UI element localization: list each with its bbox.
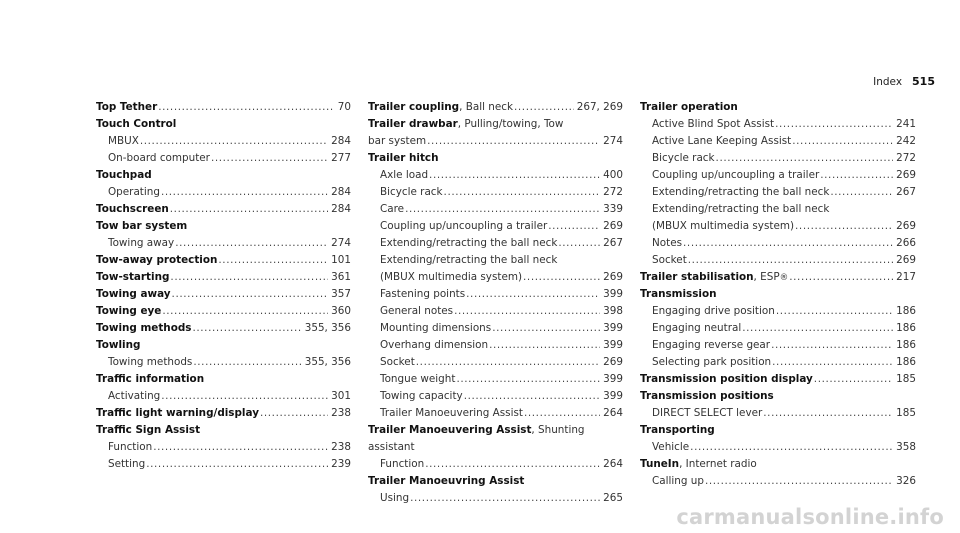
- index-term[interactable]: Trailer coupling: [368, 101, 460, 113]
- dot-leader: [429, 167, 600, 184]
- index-entry: [96, 252, 351, 269]
- subentry: [96, 388, 351, 405]
- subentry: [368, 303, 623, 320]
- subentry-continued: [640, 218, 916, 235]
- page-reference[interactable]: 269: [896, 169, 916, 181]
- index-column-3: [640, 99, 916, 490]
- subentry-text: On-board computer: [108, 152, 210, 164]
- subentry-text: Bicycle rack: [380, 186, 443, 198]
- entry-heading-continued: [368, 439, 623, 456]
- page-reference[interactable]: 269: [603, 220, 623, 232]
- subentry: [96, 439, 351, 456]
- dot-leader: [775, 116, 893, 133]
- subentry: [640, 303, 916, 320]
- dot-leader: [427, 133, 600, 150]
- subentry: [368, 167, 623, 184]
- dot-leader: [705, 473, 893, 490]
- entry-heading: [96, 116, 351, 133]
- dot-leader: [170, 269, 328, 286]
- dot-leader: [814, 371, 893, 388]
- header-label: Index: [873, 76, 903, 88]
- page-reference[interactable]: 284: [331, 186, 351, 198]
- subentry-text: (MBUX multimedia system): [652, 220, 795, 232]
- subentry: [368, 490, 623, 507]
- subentry: [96, 456, 351, 473]
- dot-leader: [456, 371, 600, 388]
- index-term[interactable]: Touchscreen: [96, 203, 169, 215]
- dot-leader: [489, 337, 600, 354]
- index-entry: [640, 286, 916, 371]
- index-entry: [96, 337, 351, 371]
- page-reference[interactable]: 274: [603, 135, 623, 147]
- subentry: [96, 150, 351, 167]
- index-entry: [96, 286, 351, 303]
- subentry-text: Overhang dimension: [380, 339, 489, 351]
- subentry: [368, 354, 623, 371]
- dot-leader: [690, 439, 893, 456]
- subentry: [640, 354, 916, 371]
- entry-heading: [368, 116, 623, 133]
- page-reference[interactable]: 242: [896, 135, 916, 147]
- page-reference[interactable]: 272: [603, 186, 623, 198]
- subentry-text: Selecting park position: [652, 356, 772, 368]
- dot-leader: [763, 405, 893, 422]
- subentry: [368, 252, 623, 269]
- index-entry: [368, 150, 623, 422]
- page-reference[interactable]: 399: [603, 390, 623, 402]
- subentry: [96, 354, 351, 371]
- dot-leader: [140, 133, 328, 150]
- subentry-text: Axle load: [380, 169, 429, 181]
- page-reference[interactable]: 399: [603, 288, 623, 300]
- entry-heading: [640, 99, 916, 116]
- dot-leader: [172, 286, 329, 303]
- page-reference[interactable]: 238: [331, 407, 351, 419]
- dot-leader: [193, 354, 301, 371]
- index-term[interactable]: Towing eye: [96, 305, 162, 317]
- page-reference[interactable]: 272: [896, 152, 916, 164]
- index-term[interactable]: Touch Control: [96, 118, 177, 130]
- subentry-text: DIRECT SELECT lever: [652, 407, 763, 419]
- subentry-text: Towing capacity: [380, 390, 463, 402]
- index-term[interactable]: Towling: [96, 339, 141, 351]
- page-reference[interactable]: 264: [603, 407, 623, 419]
- dot-leader: [688, 252, 893, 269]
- dot-leader: [524, 405, 600, 422]
- dot-leader: [158, 99, 335, 116]
- subentry-text: Coupling up/uncoupling a trailer: [380, 220, 548, 232]
- subentry: [368, 184, 623, 201]
- subentry: [368, 405, 623, 422]
- index-term[interactable]: Trailer drawbar: [368, 118, 458, 130]
- index-entry: [96, 303, 351, 320]
- dot-leader: [464, 388, 600, 405]
- index-entry: [640, 456, 916, 490]
- index-term[interactable]: Transporting: [640, 424, 715, 436]
- index-term[interactable]: Tow-away protection: [96, 254, 218, 266]
- index-term[interactable]: Transmission: [640, 288, 717, 300]
- entry-heading: [96, 405, 351, 422]
- dot-leader: [425, 456, 600, 473]
- page-reference[interactable]: 238: [331, 441, 351, 453]
- page-reference[interactable]: 269: [896, 220, 916, 232]
- index-entry: [640, 99, 916, 269]
- index-term[interactable]: Traffic information: [96, 373, 205, 385]
- index-entry: [368, 473, 623, 507]
- subentry-text: Calling up: [652, 475, 704, 487]
- term-note: , Shunting: [531, 424, 585, 436]
- index-entry: [368, 422, 623, 473]
- page-reference[interactable]: 186: [896, 305, 916, 317]
- subentry: [96, 133, 351, 150]
- dot-leader: [771, 337, 893, 354]
- subentry-continued: [368, 269, 623, 286]
- dot-leader: [211, 150, 328, 167]
- subentry-text: (MBUX multimedia system): [380, 271, 523, 283]
- index-term[interactable]: Trailer operation: [640, 101, 738, 113]
- dot-leader: [795, 218, 893, 235]
- index-term[interactable]: Trailer Manoeuvring Assist: [368, 475, 525, 487]
- subentry-text: Towing methods: [108, 356, 193, 368]
- term-note: , ESP: [753, 271, 780, 283]
- dot-leader: [444, 184, 601, 201]
- index-entry: [96, 422, 351, 473]
- entry-heading: [368, 422, 623, 439]
- entry-heading: [640, 269, 916, 286]
- term-note: bar system: [368, 135, 427, 147]
- page-reference[interactable]: 269: [603, 271, 623, 283]
- index-term[interactable]: Traffic light warning/display: [96, 407, 259, 419]
- subentry-text: Extending/retracting the ball neck: [652, 186, 830, 198]
- index-entry: [96, 116, 351, 167]
- index-entry: [96, 201, 351, 218]
- subentry-text: Fastening points: [380, 288, 466, 300]
- entry-heading: [368, 150, 623, 167]
- index-term[interactable]: Towing away: [96, 288, 171, 300]
- dot-leader: [514, 99, 574, 116]
- subentry-text: Engaging neutral: [652, 322, 742, 334]
- entry-heading: [96, 337, 351, 354]
- index-entry: [640, 422, 916, 456]
- dot-leader: [716, 150, 894, 167]
- page-reference[interactable]: 266: [896, 237, 916, 249]
- index-term[interactable]: Towing methods: [96, 322, 192, 334]
- page-reference[interactable]: 185: [896, 373, 916, 385]
- page-reference[interactable]: 355, 356: [304, 356, 351, 368]
- page-reference[interactable]: 185: [896, 407, 916, 419]
- index-term[interactable]: TuneIn: [640, 458, 680, 470]
- dot-leader: [454, 303, 600, 320]
- dot-leader: [742, 320, 893, 337]
- page-reference[interactable]: 358: [896, 441, 916, 453]
- index-term[interactable]: Touchpad: [96, 169, 152, 181]
- page-reference[interactable]: 400: [603, 169, 623, 181]
- index-term[interactable]: Transmission positions: [640, 390, 774, 402]
- dot-leader: [410, 490, 600, 507]
- index-term[interactable]: Traffic Sign Assist: [96, 424, 201, 436]
- dot-leader: [792, 133, 893, 150]
- dot-leader: [772, 354, 893, 371]
- index-entry: [368, 99, 623, 116]
- page-reference[interactable]: 241: [896, 118, 916, 130]
- dot-leader: [146, 456, 328, 473]
- page-reference[interactable]: 398: [603, 305, 623, 317]
- entry-heading: [640, 388, 916, 405]
- index-term[interactable]: Trailer hitch: [368, 152, 439, 164]
- subentry: [368, 456, 623, 473]
- subentry-text: Using: [380, 492, 410, 504]
- dot-leader: [789, 269, 893, 286]
- page-reference[interactable]: 361: [331, 271, 351, 283]
- subentry: [368, 286, 623, 303]
- term-note: assistant: [368, 441, 415, 453]
- entry-heading: [368, 99, 623, 116]
- entry-heading: [96, 320, 351, 337]
- dot-leader: [162, 303, 328, 320]
- subentry: [368, 235, 623, 252]
- entry-heading: [368, 473, 623, 490]
- subentry-text: Extending/retracting the ball neck: [652, 203, 830, 215]
- page-reference[interactable]: 264: [603, 458, 623, 470]
- page-reference[interactable]: 217: [896, 271, 916, 283]
- subentry: [96, 184, 351, 201]
- index-term[interactable]: Trailer stabilisation: [640, 271, 754, 283]
- dot-leader: [558, 235, 600, 252]
- subentry: [368, 320, 623, 337]
- subentry: [368, 371, 623, 388]
- page-reference[interactable]: 186: [896, 356, 916, 368]
- subentry-text: Socket: [380, 356, 415, 368]
- index-entry: [96, 320, 351, 337]
- dot-leader: [192, 320, 301, 337]
- index-column-1: [96, 99, 351, 473]
- page-reference[interactable]: 284: [331, 135, 351, 147]
- term-note: , Ball neck: [459, 101, 513, 113]
- subentry-text: Activating: [108, 390, 161, 402]
- entry-heading: [640, 422, 916, 439]
- dot-leader: [161, 184, 328, 201]
- index-entry: [640, 388, 916, 422]
- page-reference[interactable]: 284: [331, 203, 351, 215]
- dot-leader: [170, 201, 328, 218]
- page-number: 515: [912, 75, 935, 88]
- subentry: [640, 439, 916, 456]
- subentry-text: Mounting dimensions: [380, 322, 492, 334]
- page-reference[interactable]: 186: [896, 339, 916, 351]
- subentry: [640, 473, 916, 490]
- entry-heading: [640, 286, 916, 303]
- subentry-text: MBUX: [108, 135, 139, 147]
- entry-heading: [96, 201, 351, 218]
- page-reference[interactable]: 186: [896, 322, 916, 334]
- dot-leader: [175, 235, 328, 252]
- index-entry: [640, 371, 916, 388]
- page-reference[interactable]: 301: [331, 390, 351, 402]
- subentry: [368, 201, 623, 218]
- index-entry: [96, 218, 351, 252]
- page-header: [873, 75, 935, 88]
- page-reference[interactable]: 339: [603, 203, 623, 215]
- subentry-text: Operating: [108, 186, 160, 198]
- page-reference[interactable]: 399: [603, 322, 623, 334]
- page-reference[interactable]: 101: [331, 254, 351, 266]
- dot-leader: [161, 388, 328, 405]
- entry-heading: [96, 371, 351, 388]
- subentry-text: Function: [380, 458, 425, 470]
- page-reference[interactable]: 267: [896, 186, 916, 198]
- page-reference[interactable]: 277: [331, 152, 351, 164]
- index-entry: [96, 99, 351, 116]
- page-reference[interactable]: 269: [603, 356, 623, 368]
- page-reference[interactable]: 267, 269: [576, 101, 623, 113]
- index-term[interactable]: Tow bar system: [96, 220, 188, 232]
- subentry-text: Socket: [652, 254, 687, 266]
- subentry-text: Active Lane Keeping Assist: [652, 135, 792, 147]
- index-column-2: [368, 99, 623, 507]
- subentry: [368, 218, 623, 235]
- subentry-text: Coupling up/uncoupling a trailer: [652, 169, 820, 181]
- index-entry: [96, 371, 351, 405]
- dot-leader: [466, 286, 600, 303]
- subentry: [640, 201, 916, 218]
- index-entry: [96, 167, 351, 201]
- entry-heading-continued: [368, 133, 623, 150]
- index-term[interactable]: Top Tether: [96, 101, 158, 113]
- dot-leader: [492, 320, 600, 337]
- subentry-text: Engaging drive position: [652, 305, 775, 317]
- subentry: [640, 184, 916, 201]
- term-note: , Pulling/towing, Tow: [457, 118, 564, 130]
- subentry-text: Setting: [108, 458, 146, 470]
- dot-leader: [416, 354, 600, 371]
- page-reference[interactable]: 326: [896, 475, 916, 487]
- dot-leader: [218, 252, 328, 269]
- index-term[interactable]: Trailer Manoeuvering Assist: [368, 424, 532, 436]
- dot-leader: [405, 201, 600, 218]
- entry-heading: [96, 269, 351, 286]
- dot-leader: [820, 167, 893, 184]
- page-reference[interactable]: 269: [896, 254, 916, 266]
- page-reference[interactable]: 70: [337, 101, 351, 113]
- entry-heading: [96, 286, 351, 303]
- subentry-text: Trailer Manoeuvering Assist: [380, 407, 523, 419]
- dot-leader: [683, 235, 893, 252]
- subentry-text: Notes: [652, 237, 683, 249]
- entry-heading: [96, 422, 351, 439]
- dot-leader: [523, 269, 600, 286]
- subentry: [640, 405, 916, 422]
- page-reference[interactable]: 399: [603, 373, 623, 385]
- subentry: [640, 252, 916, 269]
- dot-leader: [153, 439, 328, 456]
- index-entry: [368, 116, 623, 150]
- subentry-text: Vehicle: [652, 441, 690, 453]
- index-entry: [96, 269, 351, 286]
- registered-mark: ®: [779, 273, 789, 283]
- page-reference[interactable]: 355, 356: [304, 322, 351, 334]
- page-reference[interactable]: 360: [331, 305, 351, 317]
- subentry-text: Active Blind Spot Assist: [652, 118, 775, 130]
- subentry: [640, 133, 916, 150]
- page-reference[interactable]: 357: [331, 288, 351, 300]
- dot-leader: [830, 184, 893, 201]
- subentry: [640, 167, 916, 184]
- subentry-text: Tongue weight: [380, 373, 456, 385]
- subentry: [640, 116, 916, 133]
- subentry: [640, 235, 916, 252]
- subentry-text: Care: [380, 203, 405, 215]
- dot-leader: [776, 303, 893, 320]
- subentry: [640, 150, 916, 167]
- subentry-text: General notes: [380, 305, 454, 317]
- page-reference[interactable]: 399: [603, 339, 623, 351]
- page-reference[interactable]: 239: [331, 458, 351, 470]
- subentry: [640, 320, 916, 337]
- dot-leader: [548, 218, 600, 235]
- entry-heading: [96, 218, 351, 235]
- subentry-text: Engaging reverse gear: [652, 339, 771, 351]
- page-reference[interactable]: 274: [331, 237, 351, 249]
- entry-heading: [96, 99, 351, 116]
- index-term[interactable]: Tow-starting: [96, 271, 170, 283]
- entry-heading: [96, 167, 351, 184]
- subentry: [368, 337, 623, 354]
- page-reference[interactable]: 267: [603, 237, 623, 249]
- index-term[interactable]: Transmission position display: [640, 373, 813, 385]
- index-entry: [640, 269, 916, 286]
- subentry: [368, 388, 623, 405]
- term-note: , Internet radio: [679, 458, 757, 470]
- entry-heading: [640, 456, 916, 473]
- subentry-text: Extending/retracting the ball neck: [380, 237, 558, 249]
- dot-leader: [260, 405, 328, 422]
- subentry: [640, 337, 916, 354]
- subentry-text: Towing away: [108, 237, 175, 249]
- entry-heading: [96, 252, 351, 269]
- subentry-text: Extending/retracting the ball neck: [380, 254, 558, 266]
- subentry-text: Bicycle rack: [652, 152, 715, 164]
- subentry: [96, 235, 351, 252]
- entry-heading: [640, 371, 916, 388]
- subentry-text: Function: [108, 441, 153, 453]
- page-reference[interactable]: 265: [603, 492, 623, 504]
- index-entry: [96, 405, 351, 422]
- entry-heading: [96, 303, 351, 320]
- watermark: carmanualsonline.info: [676, 505, 944, 529]
